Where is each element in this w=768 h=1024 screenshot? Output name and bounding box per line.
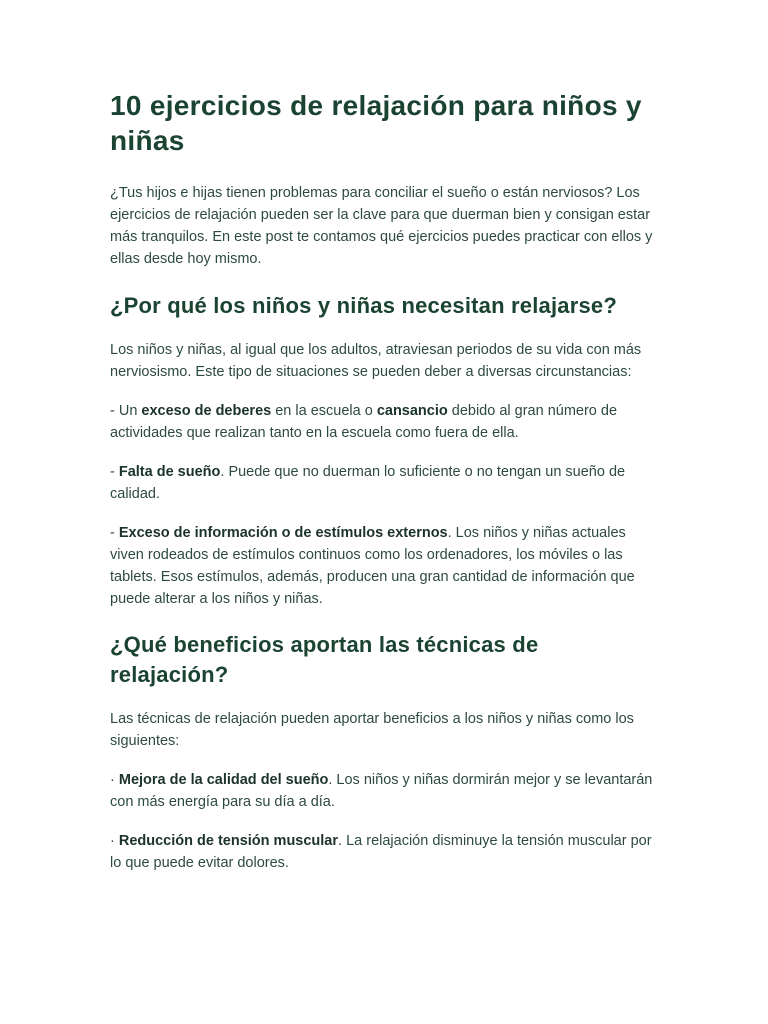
emphasis-stimuli: Exceso de información o de estímulos externos <box>118 525 448 541</box>
list-item-text: debido al gran número de actividades que realizan tanto en la escuela como fuera de ella. <box>110 403 618 441</box>
list-item-text: en la escuela o <box>271 403 377 419</box>
list-item-homework <box>110 400 658 444</box>
list-item-text: . Puede que no duerman lo suficiente o no tengan un sueño de calidad. <box>110 464 626 502</box>
list-item-prefix: · <box>110 833 119 849</box>
section-paragraph-why-relax: Los niños y niñas, al igual que los adultos, atraviesan periodos de su vida con más nerviosismo. Este tipo de situaciones se pueden deber a diversas circunstancias: <box>110 342 642 380</box>
list-item-sleep <box>110 461 658 505</box>
section-heading-benefits: ¿Qué beneficios aportan las técnicas de relajación? <box>110 632 539 687</box>
section-heading-why-relax: ¿Por qué los niños y niñas necesitan relajarse? <box>110 293 618 318</box>
list-item-stimuli <box>110 522 658 610</box>
emphasis-sleep-quality: Mejora de la calidad del sueño <box>118 772 329 788</box>
list-item-sleep-quality <box>110 769 658 813</box>
list-item-prefix: - Un <box>110 403 142 419</box>
section-paragraph-benefits: Las técnicas de relajación pueden aportar beneficios a los niños y niñas como los siguientes: <box>110 711 634 749</box>
emphasis-homework: exceso de deberes <box>141 403 272 419</box>
article-title: 10 ejercicios de relajación para niños y niñas <box>110 90 642 156</box>
emphasis-sleep: Falta de sueño <box>118 464 221 480</box>
article <box>110 88 658 891</box>
list-item-muscle-tension <box>110 830 658 874</box>
list-item-prefix: - <box>110 464 119 480</box>
emphasis-tiredness: cansancio <box>376 403 448 419</box>
list-item-text: . Los niños y niñas dormirán mejor y se levantarán con más energía para su día a día. <box>110 772 653 810</box>
emphasis-muscle-tension: Reducción de tensión muscular <box>118 833 339 849</box>
list-item-prefix: - <box>110 525 119 541</box>
intro-paragraph: ¿Tus hijos e hijas tienen problemas para conciliar el sueño o están nerviosos? Los ejercicios de relajación pueden ser la clave para que duerman bien y consigan estar más tranquilos. En este post te contamos qué ejercicios puedes practicar con ellos y ellas desde hoy mismo. <box>110 185 653 267</box>
list-item-prefix: · <box>110 772 119 788</box>
list-item-text: . Los niños y niñas actuales viven rodeados de estímulos continuos como los ordenadores, los móviles o las tablets. Esos estímulos, además, producen una gran cantidad de información que puede alterar a los niños y niñas. <box>110 525 635 607</box>
list-item-text: . La relajación disminuye la tensión muscular por lo que puede evitar dolores. <box>110 833 652 871</box>
